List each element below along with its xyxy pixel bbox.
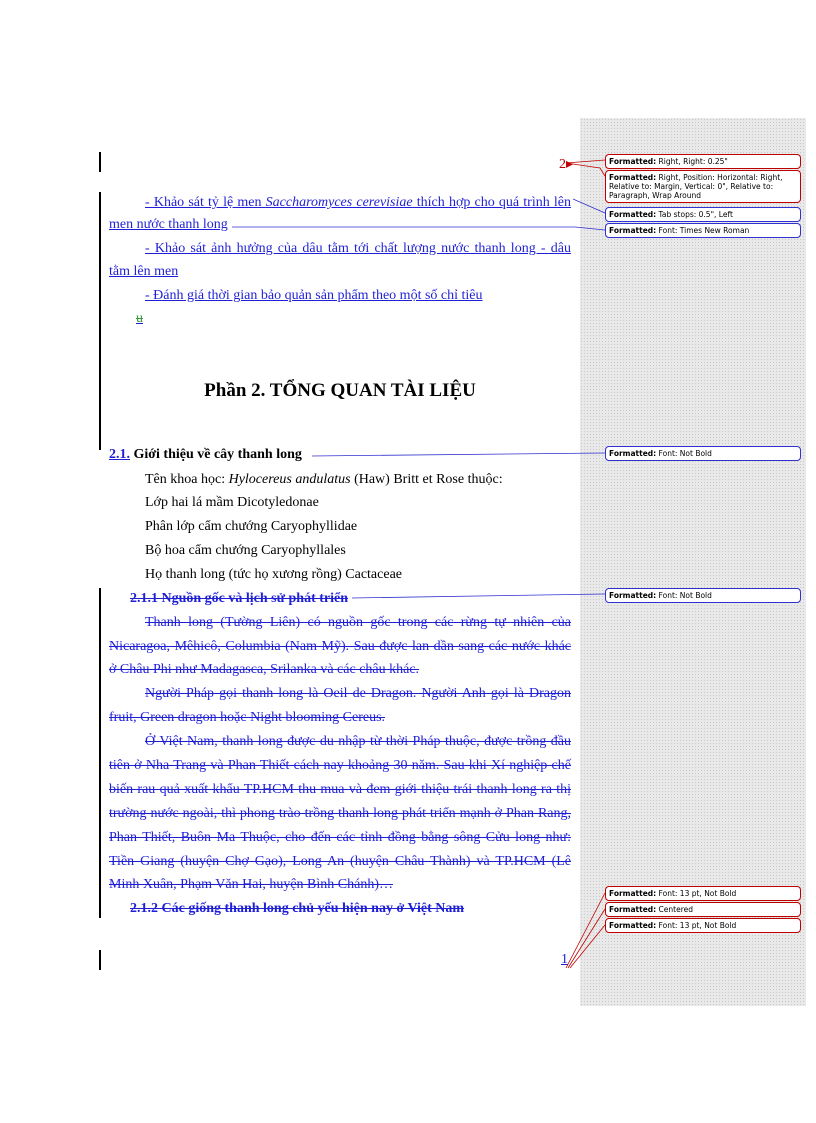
para1-line-3: ở Châu Phi như Madagasca, Srilanka và các châu khác. — [109, 662, 420, 677]
formatting-balloon[interactable]: Formatted: Font: 13 pt, Not Bold — [605, 918, 801, 933]
formatting-balloon[interactable]: Formatted: Font: Times New Roman — [605, 223, 801, 238]
list-item-1-line-1: - Khảo sát tỷ lệ men Saccharomyces cerevisiae thích hợp cho quá trình lên — [145, 195, 571, 210]
page-number-top: 2▸ — [559, 157, 574, 172]
taxonomy-family-line: Họ thanh long (tức họ xương rồng) Cactaceae — [145, 567, 402, 582]
formatting-balloon[interactable]: Formatted: Tab stops: 0.5", Left — [605, 207, 801, 222]
chapter-heading: Phần 2. TỔNG QUAN TÀI LIỆU — [204, 380, 476, 401]
section-2-1-heading: 2.1. Giới thiệu về cây thanh long — [109, 447, 302, 462]
section-2-1-1-heading: 2.1.1 Nguồn gốc và lịch sử phát triển — [130, 591, 349, 606]
change-bar — [99, 588, 101, 918]
para2-line-2: fruit, Green dragon hoặc Night blooming Cereus. — [109, 710, 386, 725]
para3-line-6: Tiền Giang (huyện Chợ Gạo), Long An (huyện Châu Thành) và TP.HCM (Lê — [109, 854, 571, 869]
para2-line-1: Người Pháp gọi thanh long là Oeil de Dragon. Người Anh gọi là Dragon — [145, 686, 571, 701]
para3-line-2: tiên ở Nha Trang và Phan Thiết cách nay khoảng 30 năm. Sau khi Xí nghiệp chế — [109, 758, 571, 773]
list-item-1-line-2: men nước thanh long — [109, 217, 228, 232]
formatting-balloon[interactable]: Formatted: Font: 13 pt, Not Bold — [605, 886, 801, 901]
scientific-name-line: Tên khoa học: Hylocereus andulatus (Haw) Britt et Rose thuộc: — [145, 472, 503, 487]
taxonomy-subclass-line: Phân lớp cẩm chướng Caryophyllidae — [145, 519, 358, 534]
para1-line-2: Nicaragoa, Mêhicô, Columbia (Nam Mỹ). Sau được lan dần sang các nước khác — [109, 639, 571, 654]
taxonomy-order-line: Bộ hoa cẩm chướng Caryophyllales — [145, 543, 346, 558]
list-item-3: - Đánh giá thời gian bảo quản sản phẩm theo một số chỉ tiêu — [145, 288, 483, 303]
change-bar — [99, 950, 101, 970]
change-bar — [99, 192, 101, 450]
formatting-balloon[interactable]: Formatted: Right, Right: 0.25" — [605, 154, 801, 169]
formatting-balloon[interactable]: Formatted: Centered — [605, 902, 801, 917]
para3-line-3: biến rau quả xuất khẩu TP.HCM thu mua và đem giới thiệu trái thanh long ra thị — [109, 782, 571, 797]
para3-line-7: Minh Xuân, Phạm Văn Hai, huyện Bình Chánh)… — [109, 877, 393, 892]
para1-line-1: Thanh long (Tường Liên) có nguồn gốc trong các rừng tự nhiên của — [145, 615, 571, 630]
page-number-bottom: 1 — [561, 952, 568, 967]
section-2-1-2-heading: 2.1.2 Các giống thanh long chủ yếu hiện nay ở Việt Nam — [130, 901, 465, 916]
formatting-balloon[interactable]: Formatted: Right, Position: Horizontal: Right, Relative to: Margin, Vertical: 0", Relative to: Paragraph, Wrap Around — [605, 170, 801, 203]
formatting-balloon[interactable]: Formatted: Font: Not Bold — [605, 446, 801, 461]
change-bar — [99, 152, 101, 172]
markup-pane — [580, 118, 806, 1006]
para3-line-4: trường nước ngoài, thì phong trào trồng thanh long phát triển mạnh ở Phan Rang, — [109, 806, 571, 821]
para3-line-1: Ở Việt Nam, thanh long được du nhập từ thời Pháp thuộc, được trồng đầu — [145, 734, 571, 749]
para3-line-5: Phan Thiết, Buôn Ma Thuộc, cho đến các tỉnh đồng bằng sông Cửu long như: — [109, 830, 571, 845]
list-item-2-line-1: - Khảo sát ảnh hưởng của dâu tằm tới chất lượng nước thanh long - dâu — [145, 241, 571, 256]
stray-character: u — [136, 311, 143, 326]
list-item-2-line-2: tằm lên men — [109, 264, 179, 279]
formatting-balloon[interactable]: Formatted: Font: Not Bold — [605, 588, 801, 603]
taxonomy-class-line: Lớp hai lá mầm Dicotyledonae — [145, 495, 319, 510]
